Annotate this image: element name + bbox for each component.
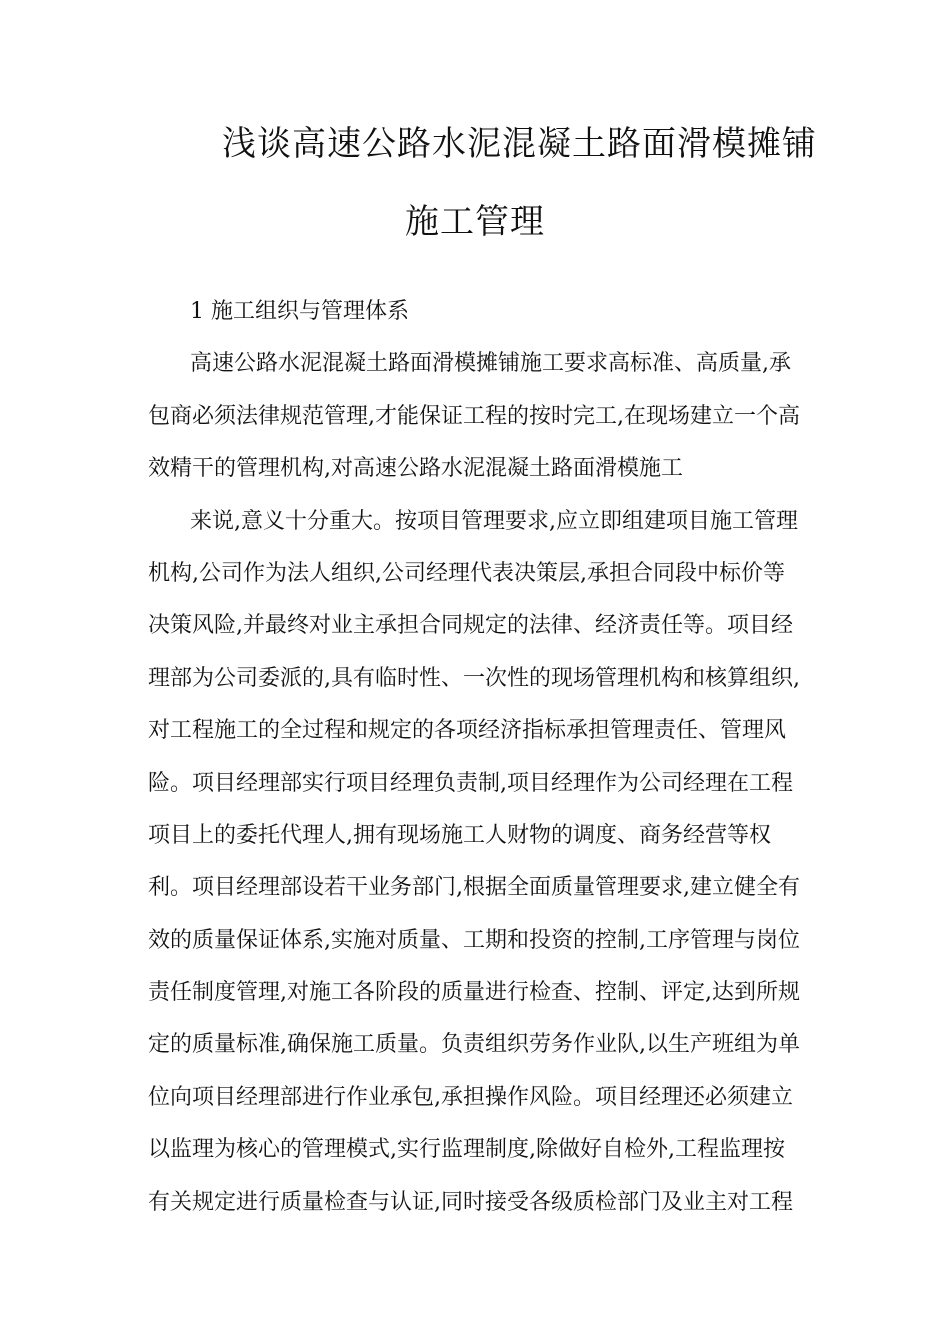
- paragraph-2-line: 有关规定进行质量检查与认证,同时接受各级质检部门及业主对工程: [148, 1189, 793, 1215]
- paragraph-2-line: 定的质量标准,确保施工质量。负责组织劳务作业队,以生产班组为单: [148, 1032, 800, 1058]
- paragraph-2-line: 险。项目经理部实行项目经理负责制,项目经理作为公司经理在工程: [148, 770, 793, 796]
- paragraph-2-line: 利。项目经理部设若干业务部门,根据全面质量管理要求,建立健全有: [148, 875, 800, 901]
- document-title-line-2: 施工管理: [405, 202, 545, 242]
- paragraph-2-line: 效的质量保证体系,实施对质量、工期和投资的控制,工序管理与岗位: [148, 927, 800, 953]
- paragraph-2-line: 以监理为核心的管理模式,实行监理制度,除做好自检外,工程监理按: [148, 1137, 785, 1163]
- section-heading: 1 施工组织与管理体系: [190, 299, 409, 324]
- paragraph-2-line: 机构,公司作为法人组织,公司经理代表决策层,承担合同段中标价等: [148, 560, 785, 586]
- paragraph-1-line: 高速公路水泥混凝土路面滑模摊铺施工要求高标准、高质量,承: [190, 351, 791, 377]
- paragraph-2-line: 对工程施工的全过程和规定的各项经济指标承担管理责任、管理风: [148, 718, 787, 744]
- paragraph-2-line: 位向项目经理部进行作业承包,承担操作风险。项目经理还必须建立: [148, 1084, 793, 1110]
- document-title-line-1: 浅谈高速公路水泥混凝土路面滑模摊铺: [222, 124, 817, 164]
- paragraph-2-line: 来说,意义十分重大。按项目管理要求,应立即组建项目施工管理: [190, 508, 798, 534]
- paragraph-1-line: 包商必须法律规范管理,才能保证工程的按时完工,在现场建立一个高: [148, 403, 800, 429]
- document-body: [148, 286, 808, 1229]
- paragraph-2-line: 理部为公司委派的,具有临时性、一次性的现场管理机构和核算组织,: [148, 665, 800, 691]
- paragraph-1-line: 效精干的管理机构,对高速公路水泥混凝土路面滑模施工: [148, 456, 683, 482]
- paragraph-2-line: 责任制度管理,对施工各阶段的质量进行检查、控制、评定,达到所规: [148, 980, 800, 1006]
- paragraph-2-line: 项目上的委托代理人,拥有现场施工人财物的调度、商务经营等权: [148, 822, 771, 848]
- paragraph-2-line: 决策风险,并最终对业主承担合同规定的法律、经济责任等。项目经: [148, 613, 793, 639]
